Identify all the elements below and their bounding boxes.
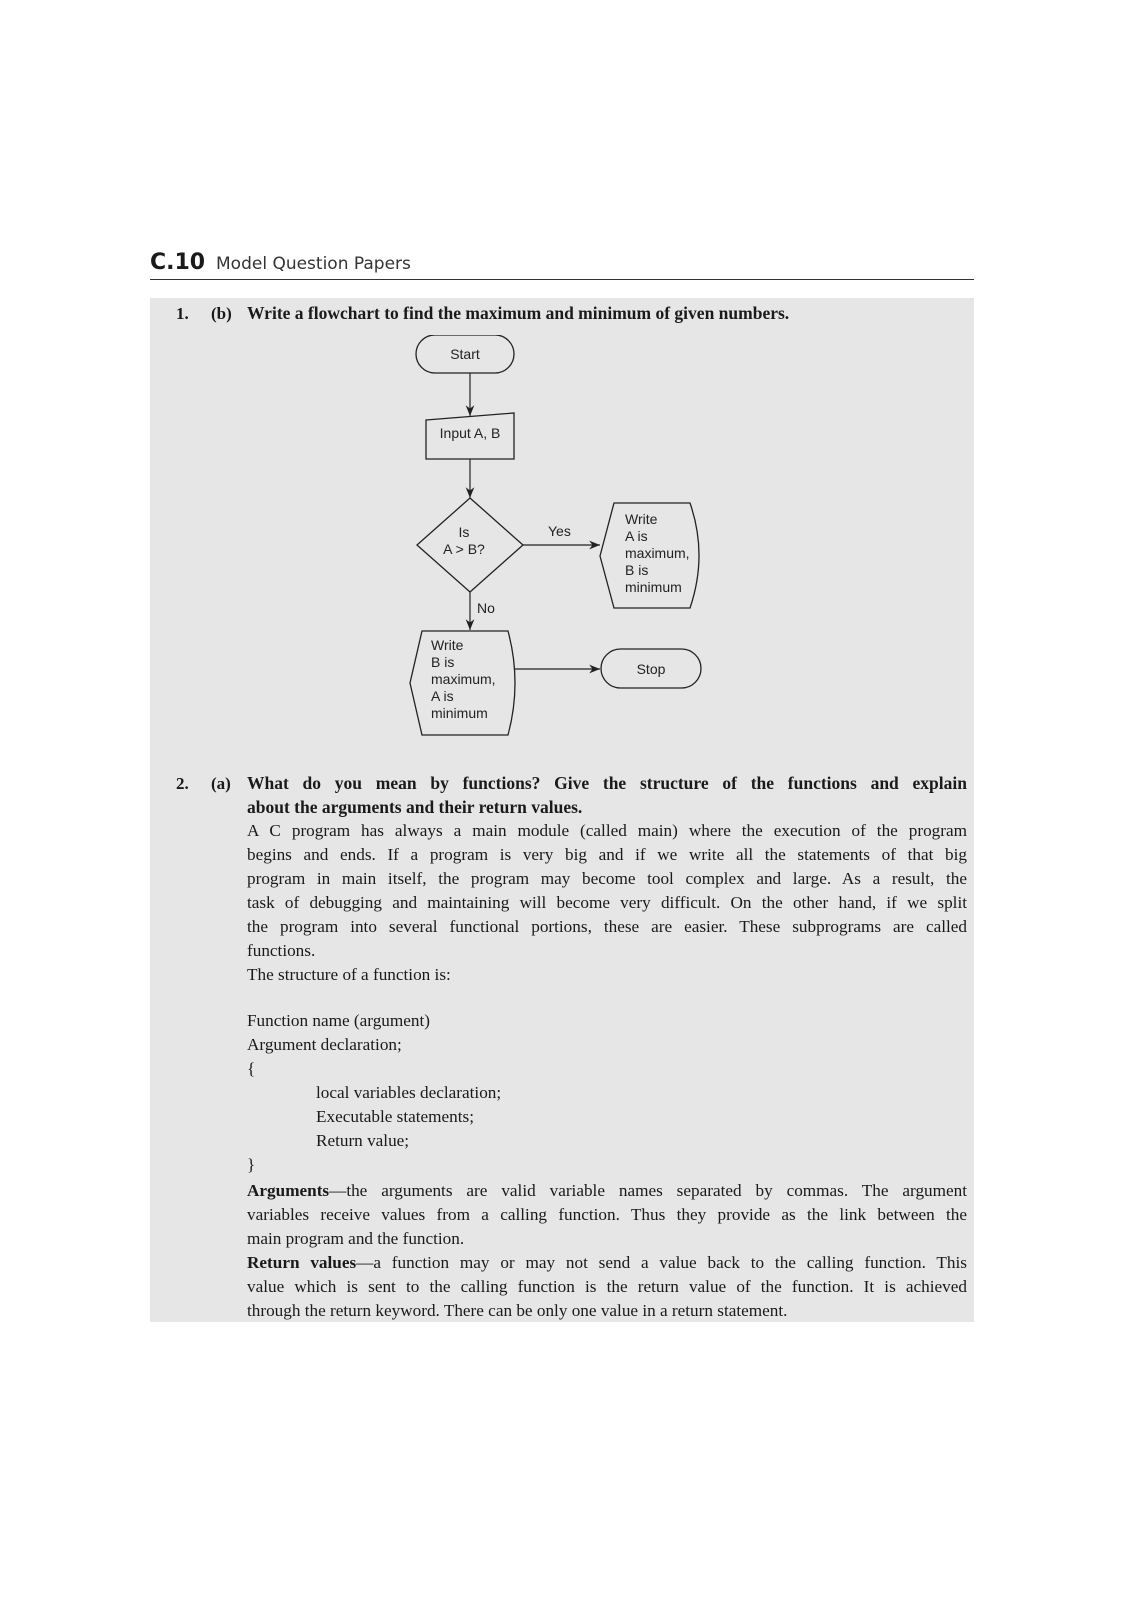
flowchart: [400, 335, 720, 760]
return-values-text-1: —a function may or may not send a value back to the calling function. This: [356, 1253, 967, 1272]
decision-line-1: Is: [458, 524, 470, 540]
page-number: C.10: [150, 250, 206, 275]
no-output-line-2: B is: [431, 654, 455, 670]
code-body-line-3: Return value;: [316, 1131, 410, 1150]
question-1-part: (b): [211, 304, 232, 323]
paragraph-line-6: functions.: [247, 941, 316, 960]
decision-line-2: A > B?: [443, 541, 485, 557]
code-close-brace: }: [247, 1155, 256, 1174]
question-1-number: 1.: [176, 304, 189, 323]
yes-output-line-3: maximum,: [625, 545, 690, 561]
question-2-number: 2.: [176, 774, 189, 793]
arguments-text-1: —the arguments are valid variable names separated by commas. The argument: [329, 1181, 967, 1200]
code-body-line-2: Executable statements;: [316, 1107, 474, 1126]
code-line-2: Argument declaration;: [247, 1035, 402, 1054]
question-2-part: (a): [211, 774, 231, 793]
return-values-line-1: [247, 1251, 967, 1275]
paragraph-line-1: A C program has always a main module (called main) where the execution of the program: [247, 821, 967, 840]
question-1-text: Write a flowchart to find the maximum and minimum of given numbers.: [247, 303, 790, 323]
arguments-line-3: main program and the function.: [247, 1229, 465, 1248]
paragraph-line-2: begins and ends. If a program is very big and if we write all the statements of that big: [247, 845, 967, 864]
question-2-heading-line-2: about the arguments and their return values.: [247, 797, 583, 817]
arguments-line-1: [247, 1179, 967, 1203]
paragraph-line-3: program in main itself, the program may become tool complex and large. As a result, the: [247, 869, 967, 888]
input-label: Input A, B: [439, 425, 501, 441]
yes-output-line-2: A is: [625, 528, 648, 544]
start-label: Start: [450, 346, 480, 362]
running-header: [150, 250, 974, 280]
yes-label: Yes: [548, 523, 571, 539]
running-title: Model Question Papers: [216, 254, 411, 274]
return-values-line-2: value which is sent to the calling function is the return value of the function. It is achieved: [247, 1277, 967, 1296]
code-line-1: Function name (argument): [247, 1011, 430, 1030]
yes-output-line-4: B is: [625, 562, 649, 578]
paragraph-line-4: task of debugging and maintaining will become very difficult. On the other hand, if we split: [247, 893, 967, 912]
structure-intro: The structure of a function is:: [247, 965, 451, 984]
code-open-brace: {: [247, 1059, 256, 1078]
arguments-line-2: variables receive values from a calling function. Thus they provide as the link between the: [247, 1205, 967, 1224]
no-label: No: [477, 600, 495, 616]
no-output-line-5: minimum: [431, 705, 488, 721]
return-values-term: Return values: [247, 1253, 357, 1272]
question-2-heading-line-1: What do you mean by functions? Give the structure of the functions and explain: [247, 773, 967, 793]
no-output-line-3: maximum,: [431, 671, 496, 687]
no-output-line-1: Write: [431, 637, 464, 653]
code-body-line-1: local variables declaration;: [316, 1083, 502, 1102]
yes-output-line-1: Write: [625, 511, 658, 527]
return-values-line-3: through the return keyword. There can be only one value in a return statement.: [247, 1301, 788, 1320]
no-output-line-4: A is: [431, 688, 454, 704]
paragraph-line-5: the program into several functional portions, these are easier. These subprograms are called: [247, 917, 967, 936]
stop-label: Stop: [636, 661, 666, 677]
yes-output-line-5: minimum: [625, 579, 682, 595]
arguments-term: Arguments: [247, 1181, 330, 1200]
